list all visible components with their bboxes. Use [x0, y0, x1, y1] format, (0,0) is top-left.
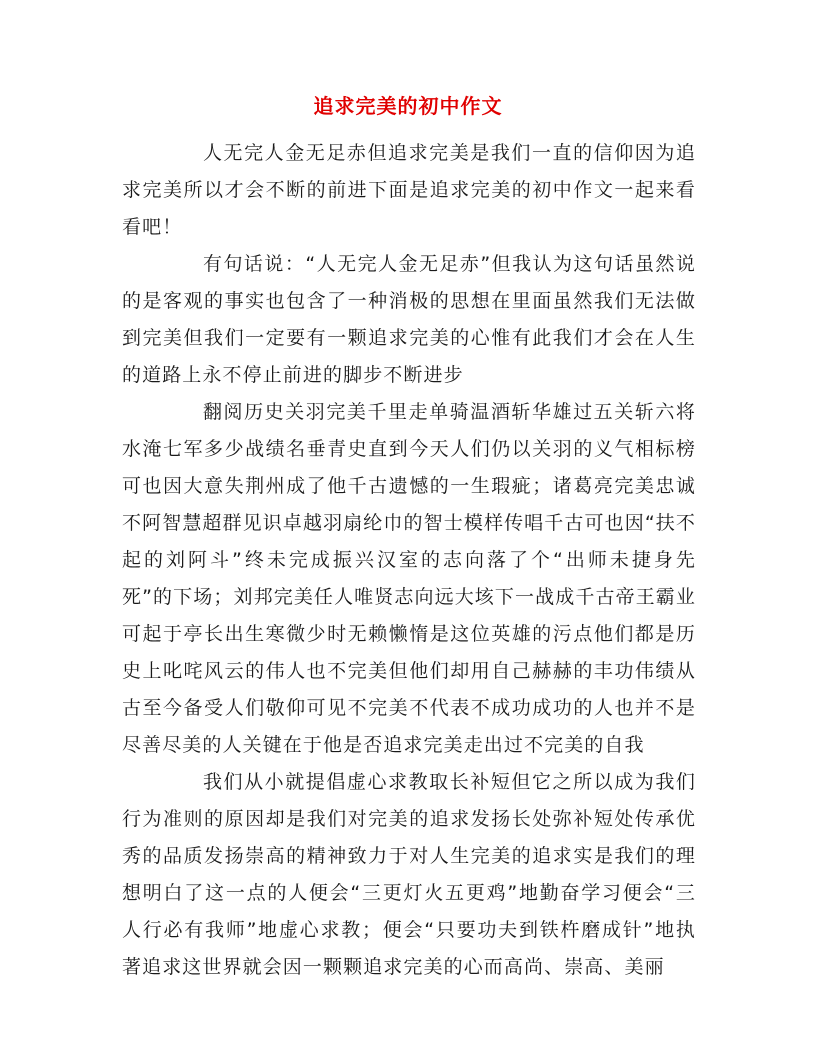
paragraph-intro: 人无完人金无足赤但追求完美是我们一直的信仰因为追求完美所以才会不断的前进下面是追求完美的初中作文一起来看看吧！ [122, 142, 696, 238]
paragraph-history: 翻阅历史关羽完美千里走单骑温酒斩华雄过五关斩六将水淹七军多少战绩名垂青史直到今天人们仍以关羽的义气相标榜可也因大意失荆州成了他千古遗憾的一生瑕疵；诸葛亮完美忠诚不阿智慧超群见识卓越羽扇纶巾的智士模样传唱千古可也因“扶不起的刘阿斗”终未完成振兴汉室的志向落了个“出师未捷身先死”的下场；刘邦完美任人唯贤志向远大垓下一战成千古帝王霸业可起于亭长出生寒微少时无赖懒惰是这位英雄的污点他们都是历史上叱咤风云的伟人也不完美但他们却用自己赫赫的丰功伟绩从古至今备受人们敬仰可见不完美不代表不成功成功的人也并不是尽善尽美的人关键在于他是否追求完美走出过不完美的自我 [122, 401, 696, 756]
paragraph-conclusion: 我们从小就提倡虚心求教取长补短但它之所以成为我们行为准则的原因却是我们对完美的追求发扬长处弥补短处传承优秀的品质发扬崇高的精神致力于对人生完美的追求实是我们的理想明白了这一点的人便会“三更灯火五更鸡”地勤奋学习便会“三人行必有我师”地虚心求教；便会“只要功夫到铁杵磨成针”地执著追求这世界就会因一颗颗追求完美的心而高尚、崇高、美丽 [122, 771, 696, 978]
essay-body [122, 135, 696, 986]
page-title: 追求完美的初中作文 [313, 94, 503, 118]
paragraph-saying: 有句话说：“人无完人金无足赤”但我认为这句话虽然说的是客观的事实也包含了一种消极的思想在里面虽然我们无法做到完美但我们一定要有一颗追求完美的心惟有此我们才会在人生的道路上永不停止前进的脚步不断进步 [122, 253, 696, 386]
